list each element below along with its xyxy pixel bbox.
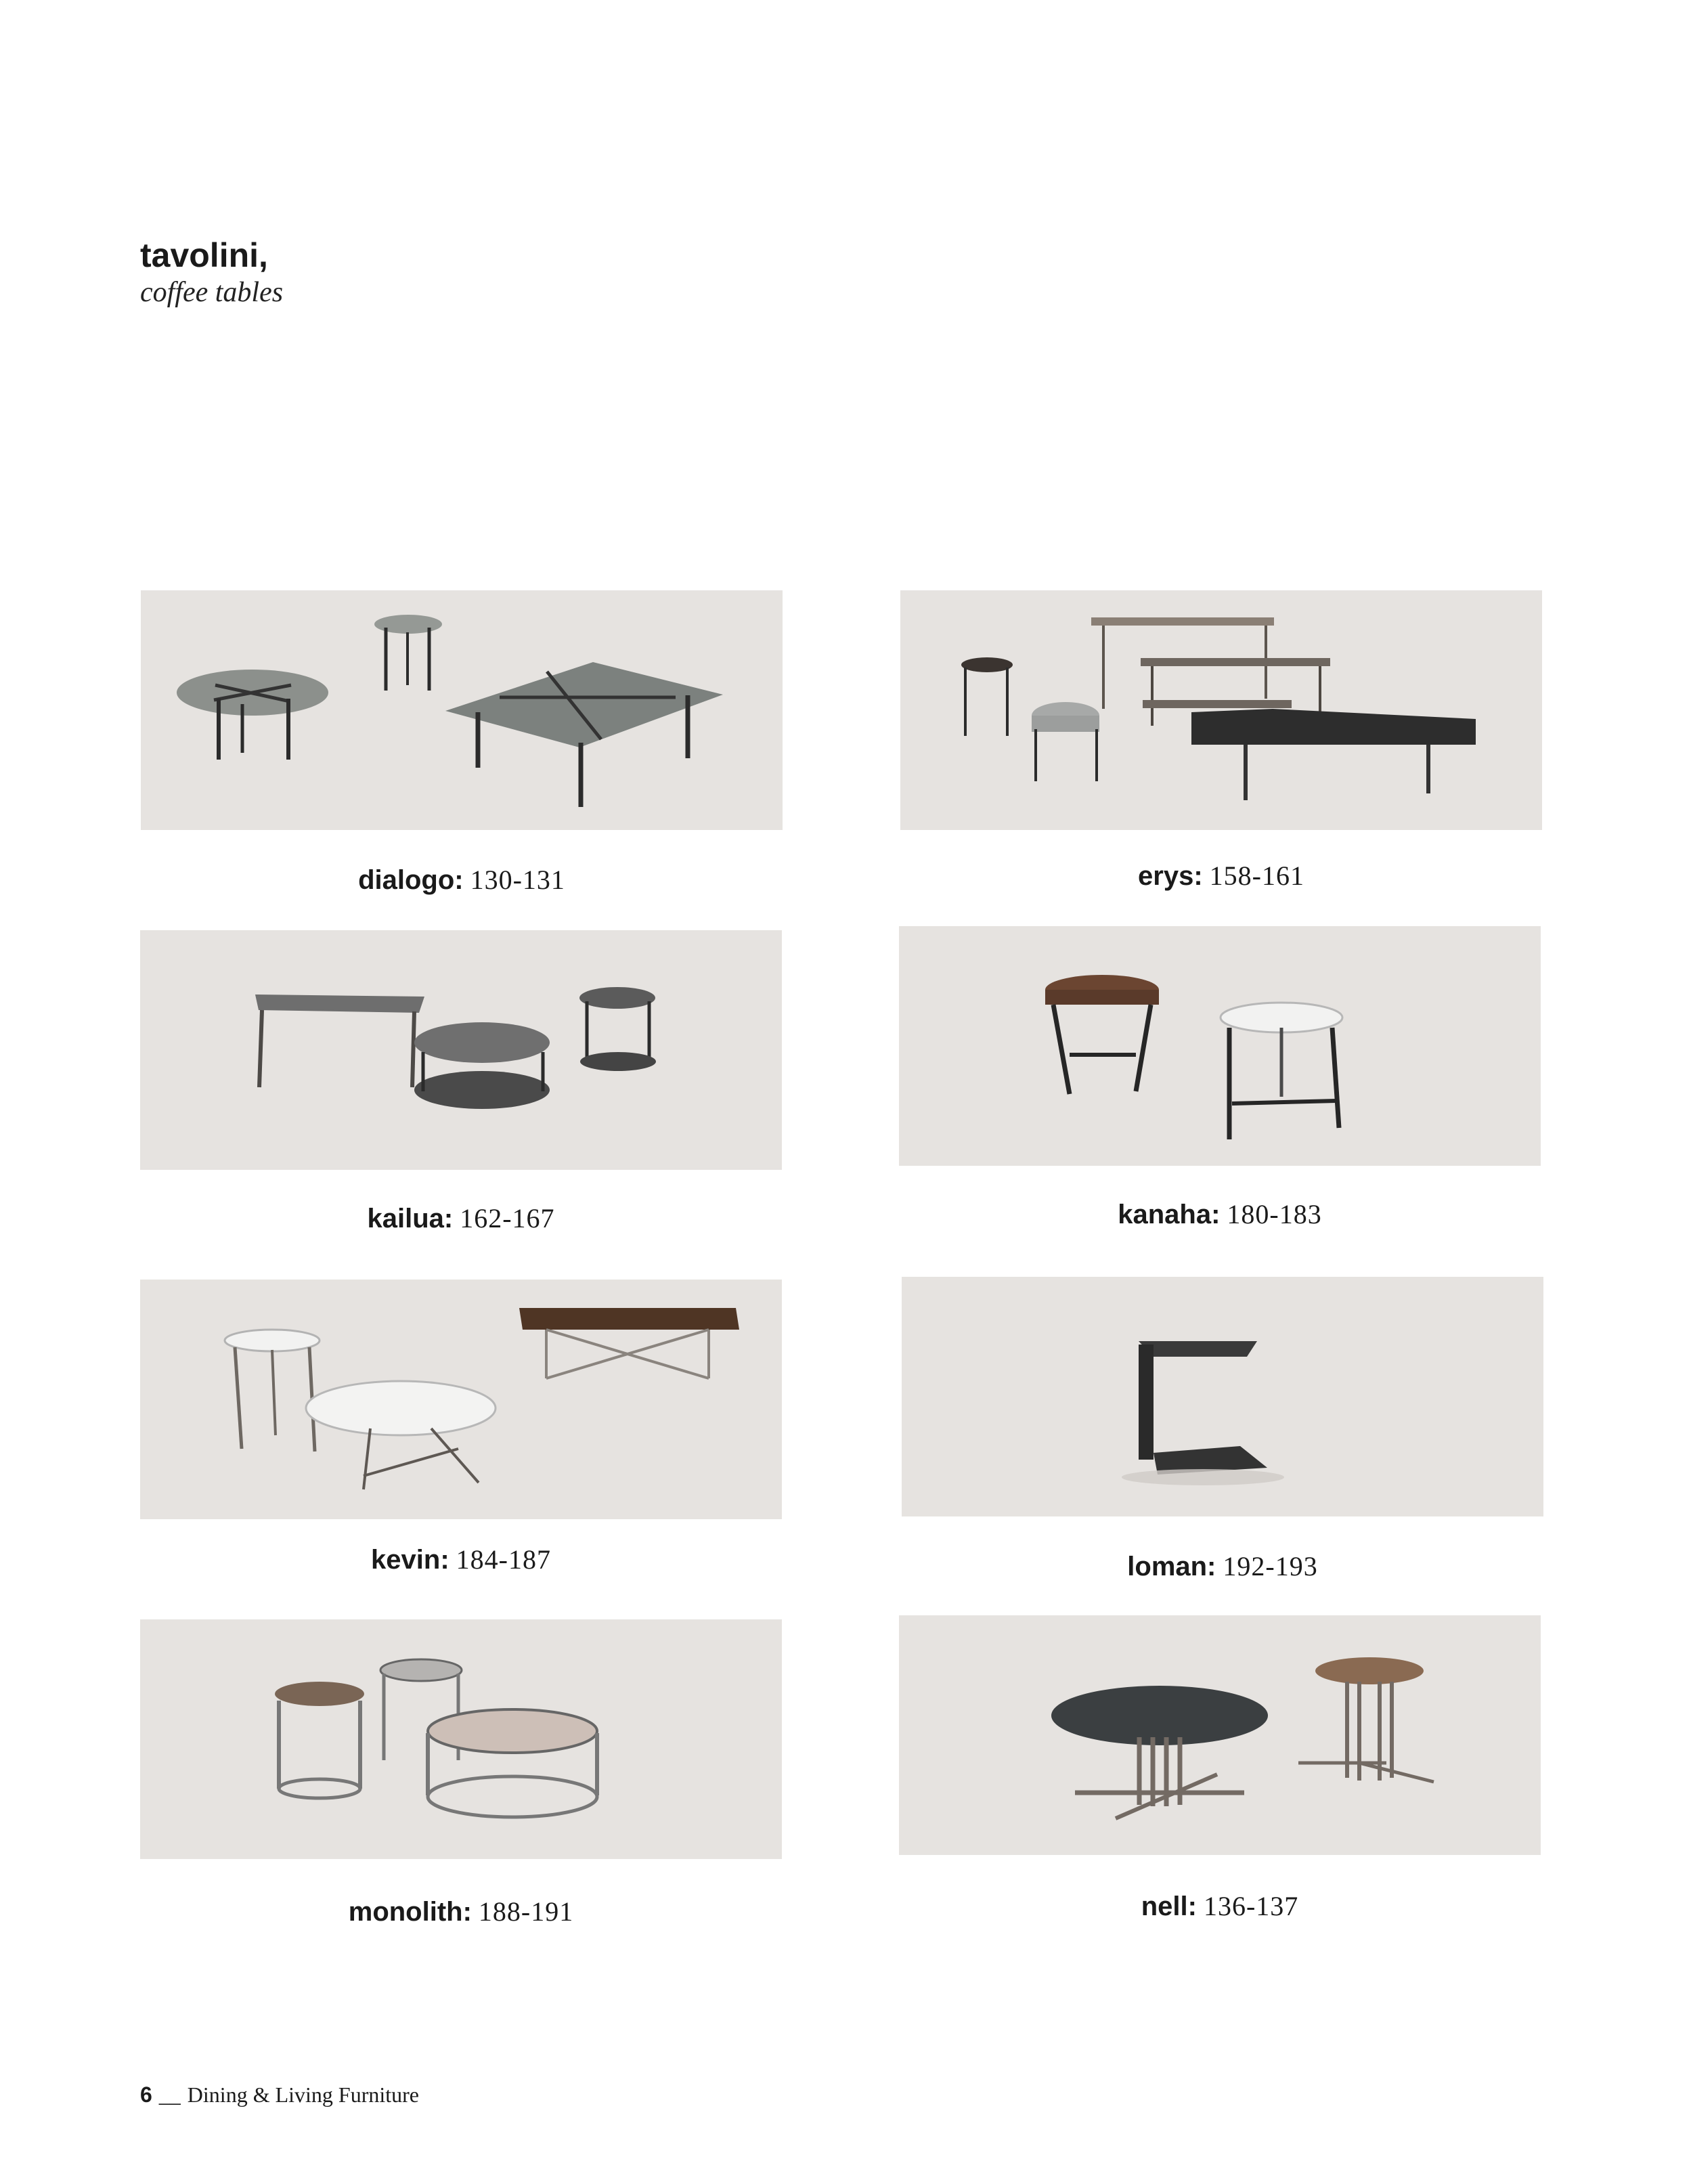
product-pages: 180-183 <box>1227 1199 1322 1229</box>
product-pages: 184-187 <box>456 1544 551 1575</box>
product-photo-dialogo[interactable] <box>141 590 783 830</box>
product-pages: 192-193 <box>1223 1551 1318 1581</box>
product-caption-dialogo <box>141 864 783 896</box>
product-caption-nell <box>899 1890 1541 1922</box>
product-name: kailua: <box>367 1204 454 1233</box>
product-caption-loman <box>902 1550 1543 1582</box>
page-footer <box>140 2082 419 2107</box>
footer-separator: __ <box>158 2082 181 2107</box>
product-name: kanaha: <box>1118 1200 1221 1229</box>
page-heading <box>140 237 283 309</box>
product-name: dialogo: <box>358 865 464 895</box>
section-subtitle: coffee tables <box>140 277 284 308</box>
page-number: 6 <box>140 2082 152 2107</box>
product-name: nell: <box>1141 1892 1197 1921</box>
product-photo-kailua[interactable] <box>140 930 782 1170</box>
product-caption-erys <box>900 860 1542 892</box>
product-photo-nell[interactable] <box>899 1615 1541 1855</box>
product-caption-kanaha <box>899 1198 1541 1230</box>
product-caption-monolith <box>140 1896 782 1927</box>
product-pages: 162-167 <box>460 1203 555 1233</box>
footer-section-title: Dining & Living Furniture <box>187 2082 419 2107</box>
product-pages: 188-191 <box>478 1896 574 1927</box>
product-photo-loman[interactable] <box>902 1277 1543 1516</box>
product-name: loman: <box>1127 1552 1216 1581</box>
loman-table-illustration <box>902 1277 1543 1516</box>
product-pages: 158-161 <box>1209 860 1304 891</box>
erys-tables-illustration <box>900 590 1542 830</box>
product-caption-kailua <box>140 1202 782 1234</box>
monolith-tables-illustration <box>140 1619 782 1859</box>
section-title: tavolini, <box>140 236 268 274</box>
product-name: monolith: <box>348 1897 472 1927</box>
kanaha-tables-illustration <box>899 926 1541 1166</box>
nell-tables-illustration <box>899 1615 1541 1855</box>
product-caption-kevin <box>140 1544 782 1575</box>
kailua-tables-illustration <box>140 930 782 1170</box>
product-photo-monolith[interactable] <box>140 1619 782 1859</box>
product-pages: 130-131 <box>470 865 565 895</box>
product-name: kevin: <box>371 1545 449 1575</box>
product-photo-erys[interactable] <box>900 590 1542 830</box>
product-pages: 136-137 <box>1203 1891 1299 1921</box>
product-photo-kanaha[interactable] <box>899 926 1541 1166</box>
product-photo-kevin[interactable] <box>140 1280 782 1519</box>
product-name: erys: <box>1138 861 1203 891</box>
dialogo-tables-illustration <box>141 590 783 830</box>
kevin-tables-illustration <box>140 1280 782 1519</box>
